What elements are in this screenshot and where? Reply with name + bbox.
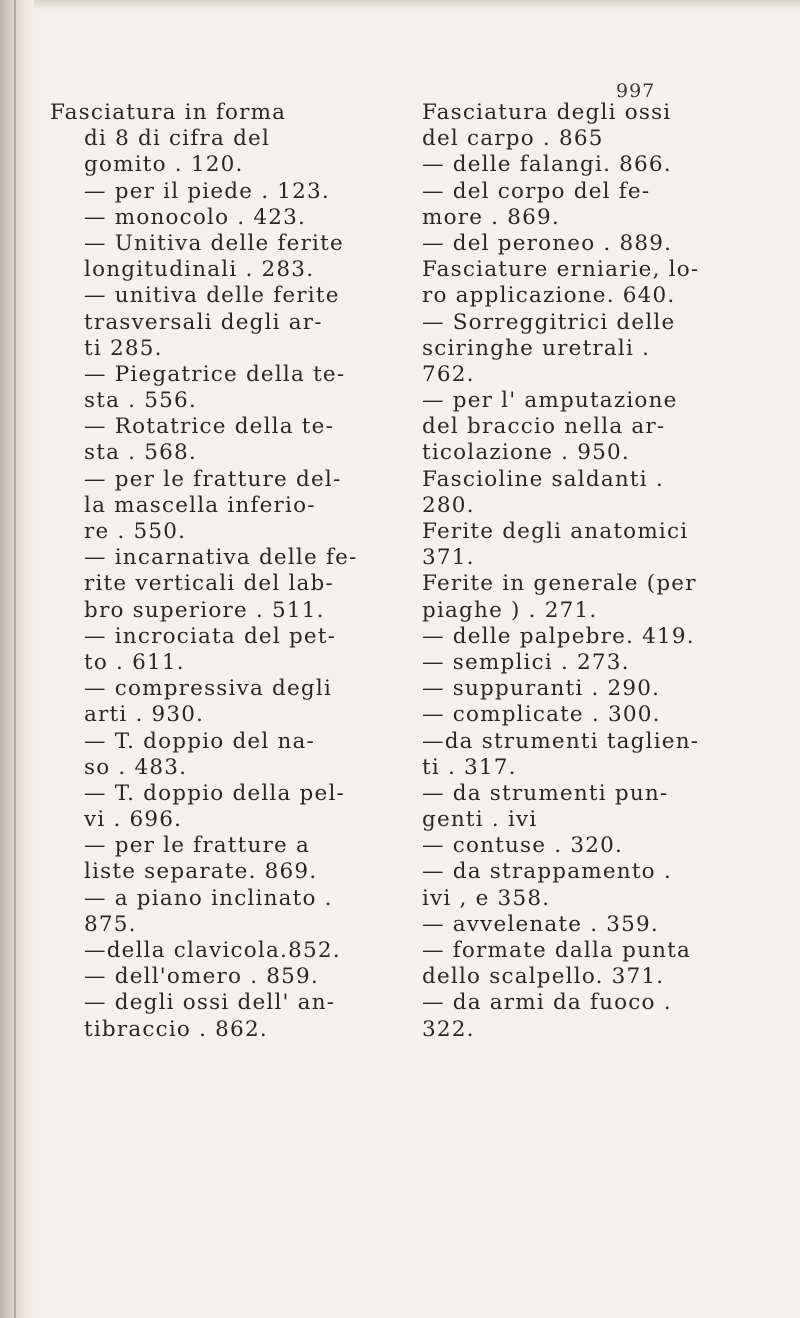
index-line: ti 285. bbox=[84, 335, 163, 361]
index-line: — da strumenti pun- bbox=[422, 780, 669, 806]
index-line: — Unitiva delle ferite bbox=[84, 230, 344, 256]
index-line: ti . 317. bbox=[422, 754, 517, 780]
index-line: 762. bbox=[422, 361, 475, 387]
index-line: — incrociata del pet- bbox=[84, 623, 337, 649]
index-line: di 8 di cifra del bbox=[84, 126, 271, 152]
index-line: sta . 556. bbox=[84, 388, 197, 414]
index-line: Fasciatura degli ossi bbox=[422, 100, 672, 125]
index-line: — monocolo . 423. bbox=[84, 204, 307, 230]
index-line: — delle falangi. 866. bbox=[422, 152, 672, 178]
index-line: — incarnativa delle fe- bbox=[84, 545, 358, 571]
index-line: — compressiva degli bbox=[84, 676, 333, 702]
index-line: del carpo . 865 bbox=[422, 126, 604, 152]
index-line: rite verticali del lab- bbox=[84, 571, 334, 597]
index-line: — complicate . 300. bbox=[422, 702, 661, 728]
index-line: — suppuranti . 290. bbox=[422, 676, 661, 702]
index-line: Fasciatura in forma bbox=[50, 100, 287, 125]
page-number: 997 bbox=[616, 80, 656, 102]
index-line: —da strumenti taglien- bbox=[422, 728, 700, 754]
index-line: more . 869. bbox=[422, 204, 560, 230]
index-column-left bbox=[50, 100, 390, 1043]
index-line: — Rotatrice della te- bbox=[84, 414, 335, 440]
binding-gutter bbox=[0, 0, 34, 1318]
index-line: — del peroneo . 889. bbox=[422, 230, 673, 256]
index-line: tibraccio . 862. bbox=[84, 1016, 268, 1042]
index-line: — per le fratture a bbox=[84, 833, 311, 859]
index-line: re . 550. bbox=[84, 519, 187, 544]
index-line: — T. doppio della pel- bbox=[84, 780, 345, 806]
index-line: sciringhe uretrali . bbox=[422, 335, 651, 361]
index-line: — avvelenate . 359. bbox=[422, 911, 659, 937]
index-line: trasversali degli ar- bbox=[84, 309, 323, 335]
index-line: ticolazione . 950. bbox=[422, 440, 630, 466]
index-line: — Sorreggitrici delle bbox=[422, 309, 676, 335]
index-line: vi . 696. bbox=[84, 807, 183, 833]
index-line: — del corpo del fe- bbox=[422, 178, 651, 204]
index-line: — a piano inclinato . bbox=[84, 885, 333, 911]
index-line: 322. bbox=[422, 1016, 475, 1042]
index-column-right bbox=[422, 100, 782, 1043]
index-line: ivi , e 358. bbox=[422, 885, 551, 911]
index-line: — semplici . 273. bbox=[422, 649, 630, 675]
index-line: arti . 930. bbox=[84, 702, 205, 728]
index-line: so . 483. bbox=[84, 754, 188, 780]
index-line: — per l' amputazione bbox=[422, 388, 678, 414]
gutter-edge-line bbox=[14, 0, 16, 1318]
index-line: Fascioline saldanti . bbox=[422, 466, 664, 492]
index-line: dello scalpello. 371. bbox=[422, 964, 665, 990]
index-line: —della clavicola.852. bbox=[84, 938, 341, 963]
index-line: Fasciature erniarie, lo- bbox=[422, 257, 700, 283]
index-line: — per il piede . 123. bbox=[84, 178, 330, 204]
index-line: — dell'omero . 859. bbox=[84, 964, 319, 990]
index-line: — delle palpebre. 419. bbox=[422, 623, 695, 649]
index-line: ro applicazione. 640. bbox=[422, 283, 676, 309]
index-line: 371. bbox=[422, 545, 475, 571]
index-line: piaghe ) . 271. bbox=[422, 597, 598, 623]
index-line: — contuse . 320. bbox=[422, 833, 623, 859]
index-line: del braccio nella ar- bbox=[422, 414, 666, 440]
index-line: 280. bbox=[422, 492, 475, 518]
index-line: — formate dalla punta bbox=[422, 938, 692, 963]
index-line: — da strappamento . bbox=[422, 859, 672, 885]
index-line: 875. bbox=[84, 911, 137, 937]
index-line: genti . ivi bbox=[422, 807, 538, 833]
index-line: bro superiore . 511. bbox=[84, 597, 325, 623]
index-line: gomito . 120. bbox=[84, 152, 244, 178]
page-top-shadow bbox=[0, 0, 800, 10]
index-line: la mascella inferio- bbox=[84, 492, 316, 518]
index-line: — degli ossi dell' an- bbox=[84, 990, 336, 1016]
index-line: Ferite degli anatomici bbox=[422, 519, 689, 544]
index-line: — per le fratture del- bbox=[84, 466, 342, 492]
index-line: sta . 568. bbox=[84, 440, 197, 466]
index-line: — unitiva delle ferite bbox=[84, 283, 340, 309]
index-line: — da armi da fuoco . bbox=[422, 990, 672, 1016]
index-line: — Piegatrice della te- bbox=[84, 361, 346, 387]
index-line: liste separate. 869. bbox=[84, 859, 318, 885]
index-line: longitudinali . 283. bbox=[84, 257, 315, 283]
index-line: — T. doppio del na- bbox=[84, 728, 315, 754]
index-line: Ferite in generale (per bbox=[422, 571, 697, 597]
index-line: to . 611. bbox=[84, 649, 185, 675]
